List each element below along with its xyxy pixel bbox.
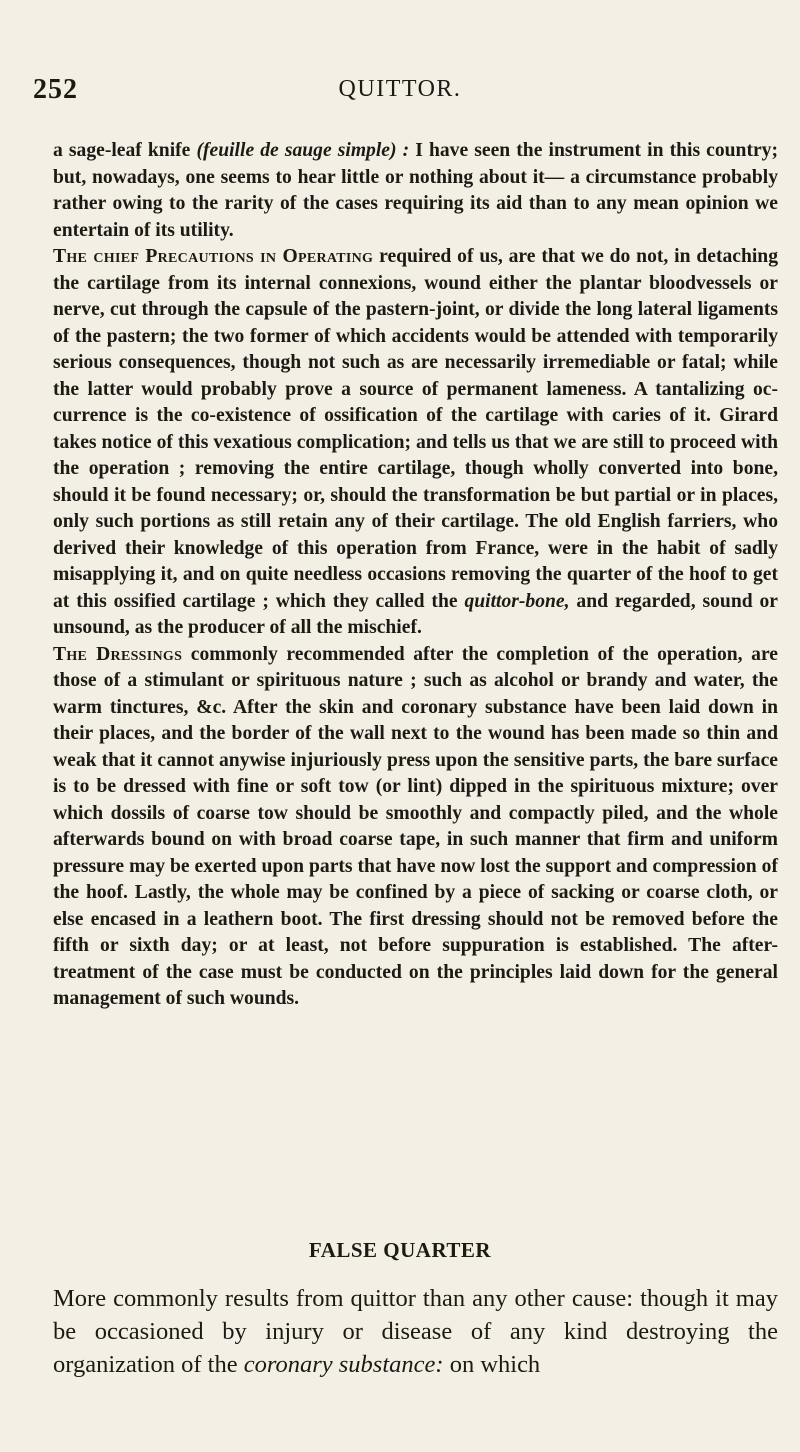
italic-term: quittor-bone,: [464, 590, 570, 612]
page-header: [0, 74, 800, 114]
running-title: QUITTOR.: [338, 76, 462, 102]
paragraph-heading: The chief Precautions in Operating: [53, 246, 374, 267]
italic-term: (feuille de sauge simple) :: [196, 140, 410, 161]
text-run: required of us, are that we do not, in detaching the cartilage from its internal connexions, wound either the plantar bloodvessels or nerve, cut through the capsule of the pastern-joint, or divide the long lateral ligaments of the pastern; the two former of which accidents would be attended with temporarily serious consequences, though not such as are necessarily irremediable or fatal; while the latter would probably prove a source of permanent lameness. A tantalizing occurrence is the co-existence of ossification of the cartilage with caries of it. Girard takes notice of this vexatious complication; and tells us that we are still to proceed with the operation ; removing the entire cartilage, though wholly converted into bone, should it be found necessary; or, should the transformation be but partial or in places, only such portions as still retain any of their cartilage. The old English farriers, who derived their knowledge of this operation from France, were in the habit of sadly misapplying it, and on quite needless occasions removing the quarter of the hoof to get at this ossified cartilage ; which they called the: [53, 246, 779, 612]
paragraph: [53, 642, 778, 1013]
italic-term: coronary substance:: [243, 1351, 444, 1378]
paragraph: [53, 1282, 778, 1381]
text-run: commonly recommended after the completion of the operation, are those of a stimulant or spirituous nature ; such as alcohol or brandy and water, the warm tinctures, &c. After the skin and coronary substance have been laid down in their places, and the border of the wall next to the wound has been made so thin and weak that it cannot anywise injuriously press upon the sensitive parts, the bare surface is to be dressed with fine or soft tow (or lint) dipped in the spirituous mixture; over which dossils of coarse tow should be smoothly and compactly piled, and the whole afterwards bound on with broad coarse tape, in such manner that firm and uniform pressure may be exerted upon parts that have now lost the support and compression of the hoof. Lastly, the whole may be confined by a piece of sacking or coarse cloth, or else encased in a leathern boot. The first dressing should not be removed before the fifth or sixth day; or at least, not before suppuration is established. The after-treatment of the case must be conducted on the principles laid down for the general management of such wounds.: [53, 643, 778, 1009]
text-run: I have seen the instrument in this country; but, nowadays, one seems to hear little or nothing about it— a circumstance probably rather owing to the rarity of the cases requiring its aid than to any mean opinion we entertain of its utility.: [53, 140, 778, 241]
text-run: More commonly results from quittor than any other cause: though it may be occasioned by injury or disease of any kind destroying the organization of the: [53, 1285, 778, 1378]
text-run: and regarded, sound or unsound, as the producer of all the mischief.: [53, 590, 778, 638]
paragraph: [53, 244, 778, 642]
page-number: 252: [33, 74, 78, 105]
paragraph: [53, 138, 778, 244]
section-text: [53, 1282, 778, 1381]
text-run: a sage-leaf knife: [53, 140, 197, 161]
paragraph-heading: The Dressings: [53, 643, 183, 665]
body-text: [53, 138, 778, 1013]
section-heading: FALSE QUARTER: [308, 1238, 492, 1262]
text-run: on which: [443, 1351, 541, 1378]
